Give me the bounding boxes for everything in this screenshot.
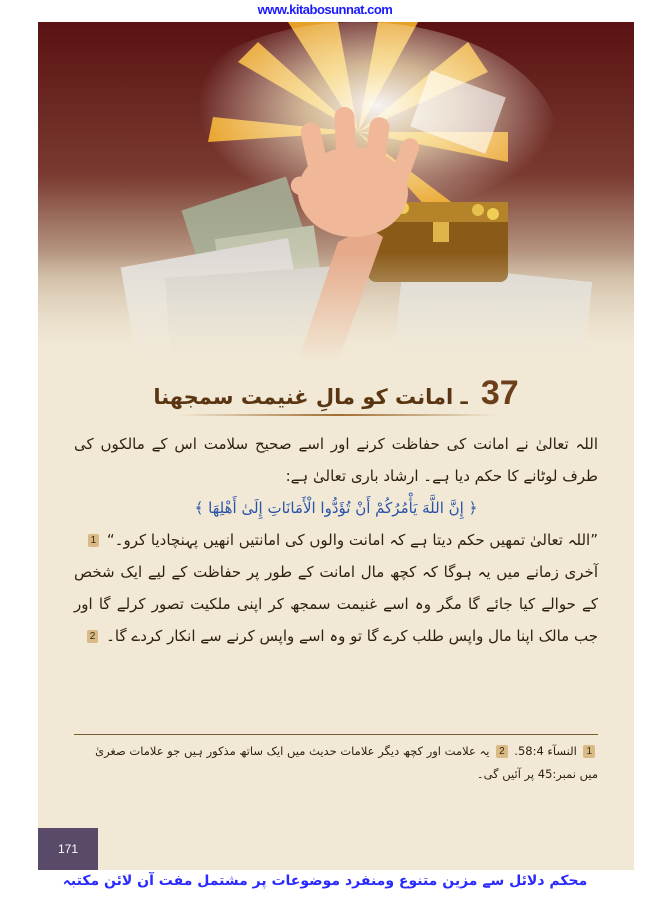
heading-underline (178, 414, 498, 416)
quran-verse: ﴿ إِنَّ اللَّهَ يَأْمُرُكُمْ أَنْ تُؤَدُّوا الْأَمَانَاتِ إِلَىٰ أَهْلِهَا ﴾ (194, 499, 478, 517)
chapter-illustration (38, 22, 634, 362)
verse-translation (74, 524, 598, 556)
footnote-marker-1[interactable]: 1 (88, 534, 100, 547)
chapter-heading (38, 374, 634, 413)
book-page (38, 22, 634, 870)
bottom-tagline[interactable]: محکم دلائل سے مزین متنوع ومنفرد موضوعات پر مشتمل مفت آن لائن مکتبہ (62, 873, 588, 889)
paragraph-main-text: آخری زمانے میں یہ ہوگا کہ کچھ مال امانت کے طور پر حفاظت کے لیے ایک شخص کے حوالے کیا جائے گا مگر وہ اسے غنیمت سمجھ کر اپنی ملکیت تصور کرلے گا اور جب مالک اپنا مال واپس طلب کرے گا تو وہ اسے واپس کرنے سے انکار کردے گا۔ (74, 563, 598, 645)
footnote-1-number: 1 (583, 745, 595, 758)
chapter-body (74, 428, 598, 652)
footnote-divider (74, 734, 598, 735)
footnote-2-number: 2 (496, 745, 508, 758)
translation-text: ”اللہ تعالیٰ تمھیں حکم دیتا ہے کہ امانت والوں کی امانتیں انھیں پہنچادیا کرو۔“ (106, 531, 598, 549)
paragraph-intro: اللہ تعالیٰ نے امانت کی حفاظت کرنے اور اسے صحیح سلامت اس کے مالکوں کی طرف لوٹانے کا حکم دیا ہے۔ ارشاد باری تعالیٰ ہے: (74, 435, 598, 485)
footnote-1-text: النسآء 58:4. (514, 744, 577, 758)
paragraph-main (74, 556, 598, 652)
footnote-marker-2[interactable]: 2 (87, 630, 99, 643)
chapter-title: ـ امانت کو مالِ غنیمت سمجھنا (153, 385, 468, 409)
page-number: 171 (38, 828, 98, 870)
chapter-number: 37 (480, 374, 519, 412)
footnote-2-text: یہ علامت اور کچھ دیگر علامات حدیث میں ایک ساتھ مذکور ہیں جو علامات صغریٰ میں نمبر:45 پر آئیں گی۔ (95, 744, 598, 781)
site-url[interactable]: www.kitabosunnat.com (257, 2, 393, 17)
footnotes (74, 740, 598, 786)
